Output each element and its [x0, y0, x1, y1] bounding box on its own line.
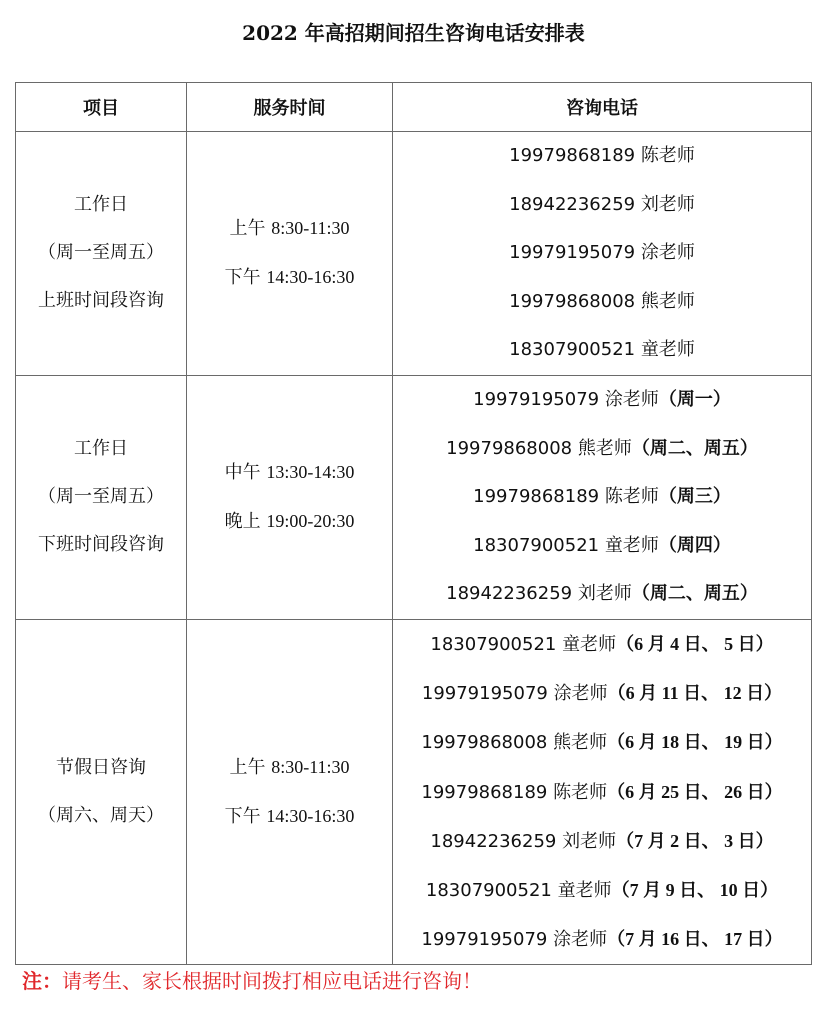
teacher-name: 涂老师: [553, 929, 608, 951]
time-range: 14:30-16:30: [266, 267, 355, 288]
contact-line: [393, 522, 811, 571]
time-label: 下午: [224, 806, 261, 828]
schedule-note: （7 月 16 日、 17 日）: [607, 929, 783, 951]
contact-line: [393, 915, 811, 964]
time-slot: [187, 253, 392, 302]
teacher-name: 刘老师: [640, 193, 695, 215]
phone-number: 19979868189: [473, 486, 600, 508]
schedule-note: （周三）: [658, 486, 731, 508]
contact-line: [393, 620, 811, 669]
time-range: 8:30-11:30: [271, 218, 350, 239]
time-range: 14:30-16:30: [266, 806, 355, 827]
contact-line: [393, 718, 811, 767]
time-slot: [187, 448, 392, 497]
time-slot: [187, 743, 392, 792]
phone-number: 19979868189: [509, 145, 636, 166]
contact-line: [393, 570, 811, 619]
teacher-name: 刘老师: [562, 830, 617, 852]
contact-line: [393, 768, 811, 817]
schedule-note: （6 月 4 日、 5 日）: [616, 633, 774, 655]
phone-number: 18942236259: [509, 193, 636, 215]
category-line: 工作日: [74, 194, 128, 216]
schedule-note: （6 月 18 日、 19 日）: [607, 732, 783, 754]
contact-line: [393, 425, 811, 474]
time-range: 19:00-20:30: [266, 511, 355, 532]
contact-line: [393, 376, 811, 425]
schedule-note: （周一）: [658, 388, 731, 410]
phone-number: 19979195079: [421, 683, 548, 705]
table-row-weekday-after-hours: [16, 375, 812, 619]
time-cell: [187, 132, 393, 376]
footnote-text: 请考生、家长根据时间拨打相应电话进行咨询！: [62, 969, 482, 993]
contact-line: [393, 326, 811, 375]
schedule-note: （6 月 25 日、 26 日）: [607, 781, 783, 803]
time-label: 下午: [224, 267, 261, 289]
teacher-name: 涂老师: [640, 242, 695, 264]
category-cell: [16, 132, 187, 376]
phone-number: 18307900521: [430, 633, 557, 655]
table-row-holiday: [16, 619, 812, 964]
contact-line: [393, 132, 811, 181]
teacher-name: 涂老师: [553, 683, 608, 705]
contact-line: [393, 473, 811, 522]
category-line: （周一至周五）: [38, 486, 164, 508]
phone-number: 19979868008: [509, 290, 636, 312]
time-slot: [187, 792, 392, 841]
teacher-name: 陈老师: [553, 781, 608, 803]
teacher-name: 童老师: [562, 633, 617, 655]
time-label: 晚上: [224, 511, 261, 533]
teacher-name: 熊老师: [640, 290, 695, 312]
teacher-name: 熊老师: [577, 437, 632, 459]
schedule-note: （周二、周五）: [631, 437, 758, 459]
time-slot: [187, 497, 392, 546]
contact-line: [393, 817, 811, 866]
teacher-name: 刘老师: [577, 583, 632, 605]
phone-number: 18942236259: [446, 583, 573, 605]
time-cell: [187, 619, 393, 964]
header-phone: 咨询电话: [393, 83, 812, 132]
time-range: 8:30-11:30: [271, 757, 350, 778]
contact-line: [393, 669, 811, 718]
teacher-name: 童老师: [604, 534, 659, 556]
contact-line: [393, 278, 811, 327]
footnote: [22, 966, 482, 996]
time-range: 13:30-14:30: [266, 462, 355, 483]
table-header-row: [16, 83, 812, 132]
category-line: 工作日: [74, 438, 128, 460]
category-line: （周六、周天）: [38, 805, 164, 827]
phone-number: 18307900521: [425, 879, 552, 901]
category-line: （周一至周五）: [38, 242, 164, 264]
header-item: 项目: [16, 83, 187, 132]
header-service-time: 服务时间: [187, 83, 393, 132]
phone-number: 18307900521: [473, 534, 600, 556]
phone-number: 19979195079: [473, 388, 600, 410]
teacher-name: 童老师: [640, 339, 695, 361]
phone-number: 18942236259: [430, 830, 557, 852]
contact-line: [393, 229, 811, 278]
contacts-cell: [393, 132, 812, 376]
time-label: 上午: [229, 757, 266, 779]
category-line: 下班时间段咨询: [38, 534, 164, 556]
teacher-name: 熊老师: [553, 732, 608, 754]
page-title: 2022 年高招期间招生咨询电话安排表: [242, 21, 585, 45]
contact-line: [393, 866, 811, 915]
phone-number: 19979868008: [421, 732, 548, 754]
schedule-note: （周四）: [658, 534, 731, 556]
phone-number: 18307900521: [509, 339, 636, 361]
schedule-note: （周二、周五）: [631, 583, 758, 605]
category-cell: [16, 375, 187, 619]
schedule-note: （7 月 9 日、 10 日）: [611, 879, 779, 901]
schedule-note: （6 月 11 日、 12 日）: [607, 683, 783, 705]
teacher-name: 童老师: [557, 879, 612, 901]
phone-number: 19979195079: [509, 242, 636, 264]
teacher-name: 陈老师: [604, 486, 659, 508]
phone-number: 19979195079: [421, 929, 548, 951]
teacher-name: 陈老师: [640, 145, 695, 166]
schedule-table: [15, 82, 812, 965]
category-line: 上班时间段咨询: [38, 290, 164, 312]
schedule-note: （7 月 2 日、 3 日）: [616, 830, 774, 852]
time-label: 中午: [224, 462, 261, 484]
table-row-weekday-office: [16, 132, 812, 376]
time-slot: [187, 204, 392, 253]
time-cell: [187, 375, 393, 619]
contacts-cell: [393, 619, 812, 964]
phone-number: 19979868008: [446, 437, 573, 459]
category-line: 节假日咨询: [56, 757, 146, 779]
time-label: 上午: [229, 218, 266, 240]
contacts-cell: [393, 375, 812, 619]
teacher-name: 涂老师: [604, 388, 659, 410]
category-cell: [16, 619, 187, 964]
contact-line: [393, 181, 811, 230]
phone-number: 19979868189: [421, 781, 548, 803]
footnote-label: 注：: [22, 969, 62, 993]
